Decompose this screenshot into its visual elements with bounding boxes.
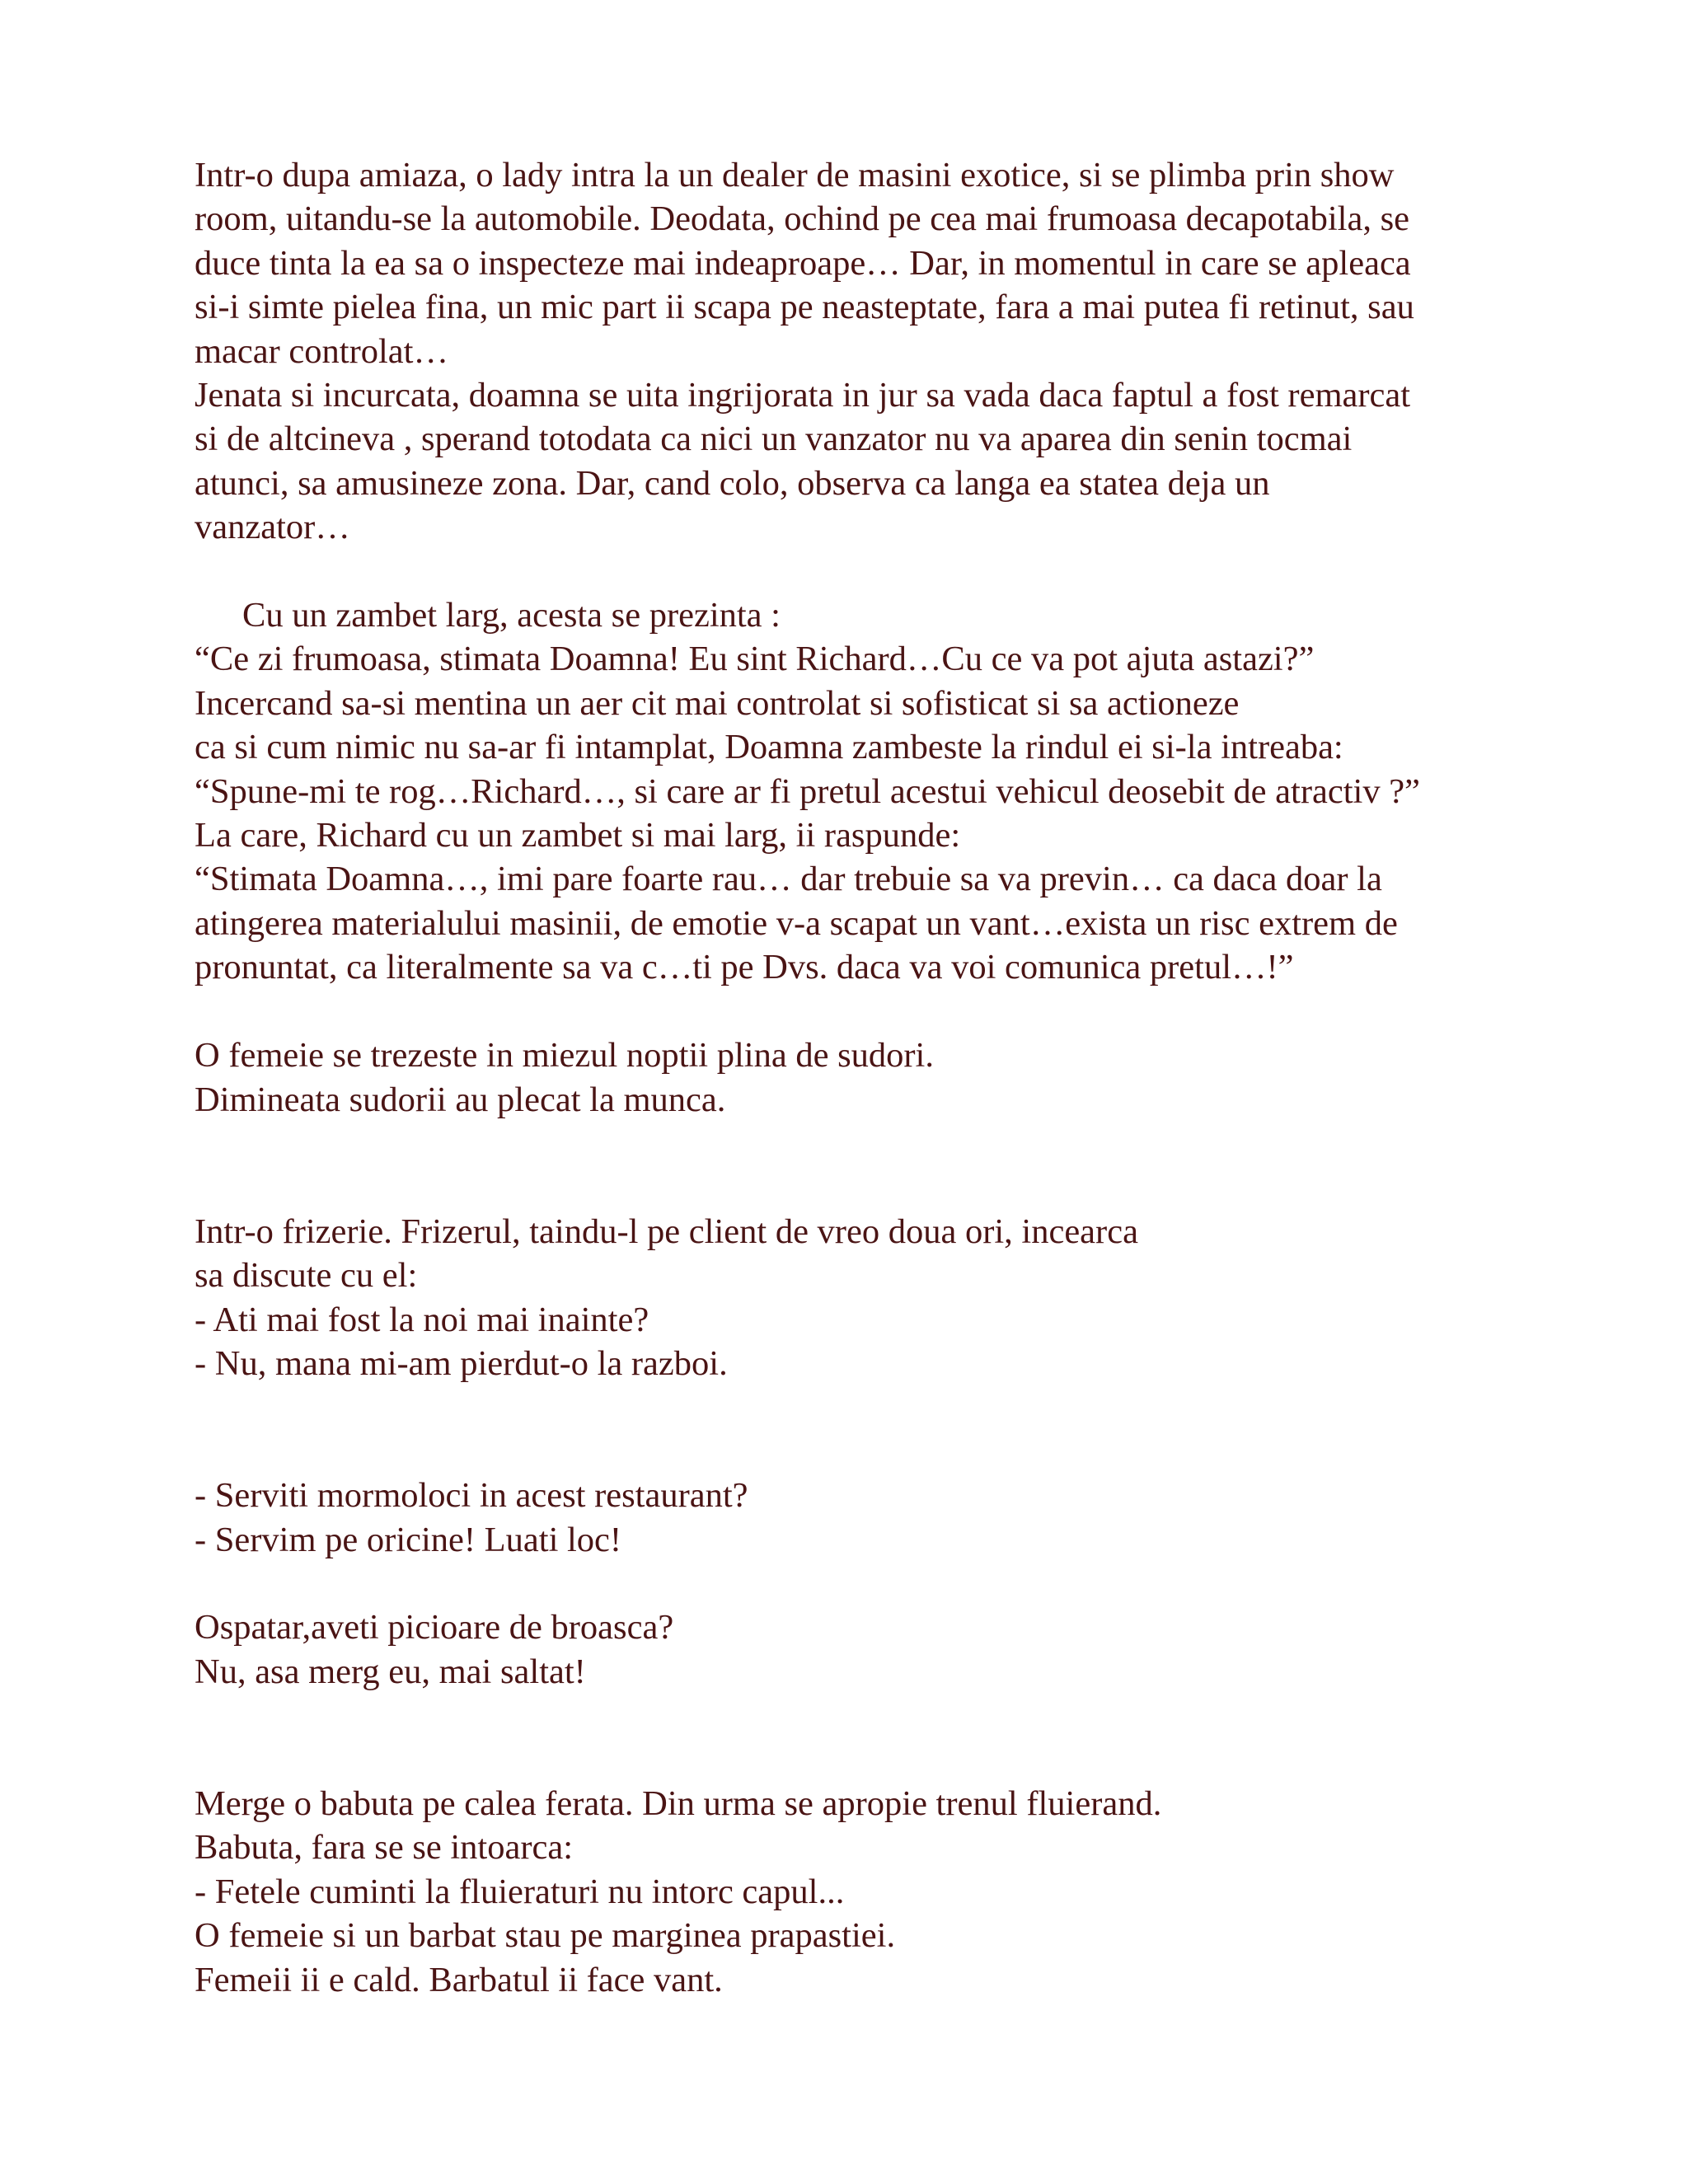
paragraph-car-dealer-dialogue — [195, 593, 1546, 990]
text-line: Cu un zambet larg, acesta se prezinta : — [242, 596, 781, 635]
text-line: atunci, sa amusineze zona. Dar, cand colo, observa ca langa ea statea deja un — [195, 463, 1270, 503]
text-line: Intr-o frizerie. Frizerul, taindu-l pe client de vreo doua ori, incearca — [195, 1212, 1138, 1251]
text-line: Intr-o dupa amiaza, o lady intra la un dealer de masini exotice, si se plimba prin show — [195, 156, 1395, 194]
text-line: - Nu, mana mi-am pierdut-o la razboi. — [195, 1343, 728, 1383]
text-line: Dimineata sudorii au plecat la munca. — [195, 1080, 726, 1119]
text-line: - Ati mai fost la noi mai inainte? — [195, 1300, 649, 1339]
text-line: si-i simte pielea fina, un mic part ii scapa pe neasteptate, fara a mai putea fi retinut, sau — [195, 288, 1414, 327]
text-line: pronuntat, ca literalmente sa va c…ti pe Dvs. daca va voi comunica pretul…!” — [195, 948, 1294, 987]
document-page — [195, 153, 1546, 2002]
text-line: ca si cum nimic nu sa-ar fi intamplat, Doamna zambeste la rindul ei si-la intreaba: — [195, 728, 1343, 767]
text-line: “Spune-mi te rog…Richard…, si care ar fi pretul acestui vehicul deosebit de atractiv ?” — [195, 771, 1420, 811]
text-line: sa discute cu el: — [195, 1256, 418, 1296]
text-line: “Ce zi frumoasa, stimata Doamna! Eu sint Richard…Cu ce va pot ajuta astazi?” — [195, 640, 1315, 679]
paragraph-spacer — [195, 1385, 1546, 1474]
paragraph-joke-frog-legs — [195, 1605, 1546, 1694]
text-line: atingerea materialului masinii, de emotie v-a scapat un vant…exista un risc extrem de — [195, 903, 1398, 943]
text-line: duce tinta la ea sa o inspecteze mai indeaproape… Dar, in momentul in care se apleaca — [195, 243, 1411, 283]
text-line: - Fetele cuminti la fluieraturi nu intorc capul... — [195, 1872, 845, 1911]
text-line: room, uitandu-se la automobile. Deodata, ochind pe cea mai frumoasa decapotabila, se — [195, 199, 1409, 239]
paragraph-spacer — [195, 1694, 1546, 1782]
text-line: Incercand sa-si mentina un aer cit mai controlat si sofisticat si sa actioneze — [195, 683, 1240, 723]
text-line: O femeie si un barbat stau pe marginea prapastiei. — [195, 1916, 896, 1956]
text-line: si de altcineva , sperand totodata ca nici un vanzator nu va aparea din senin tocmai — [195, 419, 1353, 459]
paragraph-joke-tadpoles — [195, 1474, 1546, 1562]
text-line: O femeie se trezeste in miezul noptii plina de sudori. — [195, 1036, 934, 1076]
paragraph-joke-barber — [195, 1210, 1546, 1386]
paragraph-joke-sweats — [195, 1033, 1546, 1122]
text-line: vanzator… — [195, 508, 350, 547]
text-line: Babuta, fara se se intoarca: — [195, 1828, 574, 1868]
text-line: Jenata si incurcata, doamna se uita ingrijorata in jur sa vada daca faptul a fost remarcat — [195, 376, 1411, 415]
paragraph-spacer — [195, 550, 1546, 593]
paragraph-spacer — [195, 1562, 1546, 1605]
text-line: “Stimata Doamna…, imi pare foarte rau… dar trebuie sa va previn… ca daca doar la — [195, 860, 1382, 899]
text-line: macar controlat… — [195, 331, 448, 371]
text-line: - Servim pe oricine! Luati loc! — [195, 1520, 622, 1559]
text-line: Femeii ii e cald. Barbatul ii face vant. — [195, 1960, 723, 1999]
text-line: La care, Richard cu un zambet si mai larg, ii raspunde: — [195, 816, 961, 855]
paragraph-spacer — [195, 990, 1546, 1033]
paragraph-car-dealer-intro — [195, 153, 1546, 550]
text-line: Nu, asa merg eu, mai saltat! — [195, 1652, 586, 1691]
text-line: - Serviti mormoloci in acest restaurant? — [195, 1476, 748, 1516]
text-line: Ospatar,aveti picioare de broasca? — [195, 1608, 674, 1647]
paragraph-joke-granny-train — [195, 1782, 1546, 2002]
paragraph-spacer — [195, 1122, 1546, 1210]
text-line: Merge o babuta pe calea ferata. Din urma se apropie trenul fluierand. — [195, 1783, 1162, 1823]
